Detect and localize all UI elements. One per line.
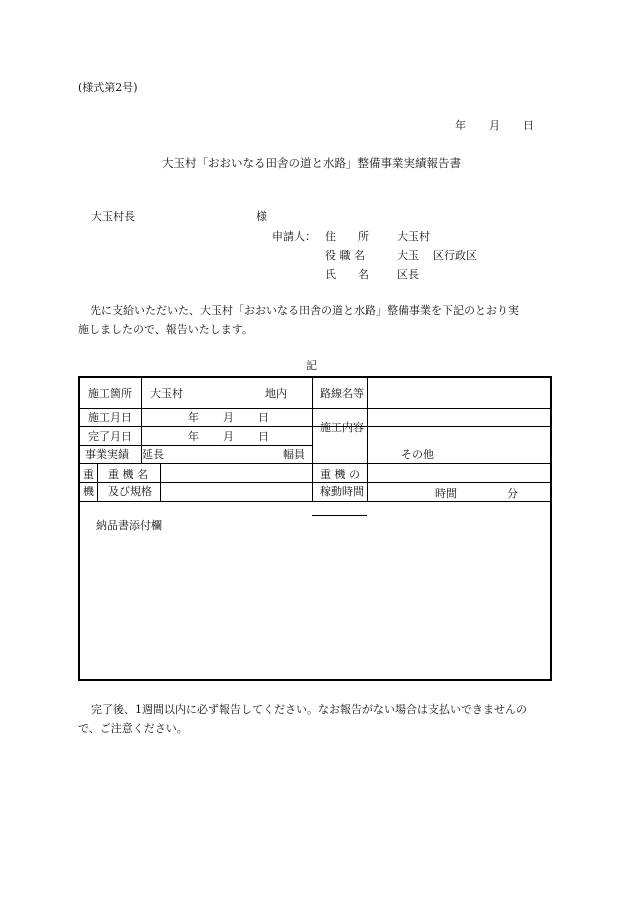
table-rule <box>160 463 161 501</box>
table-rule <box>80 408 550 409</box>
body-text-line2: 施しましたので、報告いたします。 <box>78 323 253 336</box>
table-rule <box>312 378 313 463</box>
hours-label: 時間 <box>435 487 457 500</box>
applicant-label: 申請人： <box>272 230 316 243</box>
location-suffix: 地内 <box>265 387 287 400</box>
form-number: (様式第2号) <box>78 81 138 94</box>
start-year: 年 <box>188 411 199 424</box>
footer-line2: で、ご注意ください。 <box>78 722 188 735</box>
address-value: 大玉村 <box>397 230 430 243</box>
table-rule <box>80 482 550 483</box>
length-label: 延長 <box>142 448 164 461</box>
table-rule <box>80 501 550 502</box>
address-label: 住 所 <box>325 230 369 243</box>
ki-heading: 記 <box>306 359 317 372</box>
table-rule <box>312 463 313 501</box>
start-label: 施工月日 <box>88 411 132 424</box>
table-rule <box>80 463 550 464</box>
table-rule <box>367 463 368 501</box>
position-label: 役 職 名 <box>325 249 365 262</box>
other-label: その他 <box>401 448 434 461</box>
document-title: 大玉村「おおいなる田舎の道と水路」整備事業実績報告書 <box>162 156 461 170</box>
addressee-name: 大玉村長 <box>91 210 135 223</box>
table-rule <box>80 445 312 446</box>
date-month: 月 <box>489 119 500 132</box>
machine-label-2: 機 <box>83 485 94 498</box>
name-label: 氏 名 <box>325 268 369 281</box>
end-label: 完了月日 <box>88 430 132 443</box>
position-value-district: 区行政区 <box>433 249 477 262</box>
route-label: 路線名等 <box>320 387 364 400</box>
width-label: 幅員 <box>283 448 305 461</box>
table-rule <box>97 463 98 501</box>
operation-label-2: 稼動時間 <box>320 485 364 498</box>
name-value: 区長 <box>397 268 419 281</box>
footer-line1: 完了後、1週間以内に必ず報告してください。なお報告がない場合は支払いできませんの <box>91 703 527 716</box>
location-label: 施工箇所 <box>88 387 132 400</box>
report-table <box>78 376 552 681</box>
machine-spec-1: 重 機 名 <box>108 468 148 481</box>
body-text-line1: 先に支給いただいた、大玉村「おおいなる田舎の道と水路」整備事業を下記のとおり実 <box>90 304 519 317</box>
table-rule <box>80 426 550 427</box>
minutes-label: 分 <box>507 487 518 500</box>
machine-spec-2: 及び規格 <box>108 485 152 498</box>
end-year: 年 <box>188 430 199 443</box>
start-day: 日 <box>258 411 269 424</box>
operation-label-1: 重 機 の <box>320 468 360 481</box>
date-day: 日 <box>523 119 534 132</box>
addressee-honorific: 様 <box>256 210 267 223</box>
end-month: 月 <box>223 430 234 443</box>
content-label: 施工内容 <box>320 421 364 434</box>
location-value: 大玉村 <box>150 387 183 400</box>
machine-label-1: 重 <box>83 468 94 481</box>
start-month: 月 <box>223 411 234 424</box>
table-rule <box>312 515 367 516</box>
table-rule <box>367 378 368 463</box>
position-value-village: 大玉 <box>397 249 419 262</box>
invoice-label: 納品書添付欄 <box>96 519 162 532</box>
results-label: 事業実績 <box>85 448 129 461</box>
date-year: 年 <box>455 119 466 132</box>
end-day: 日 <box>258 430 269 443</box>
